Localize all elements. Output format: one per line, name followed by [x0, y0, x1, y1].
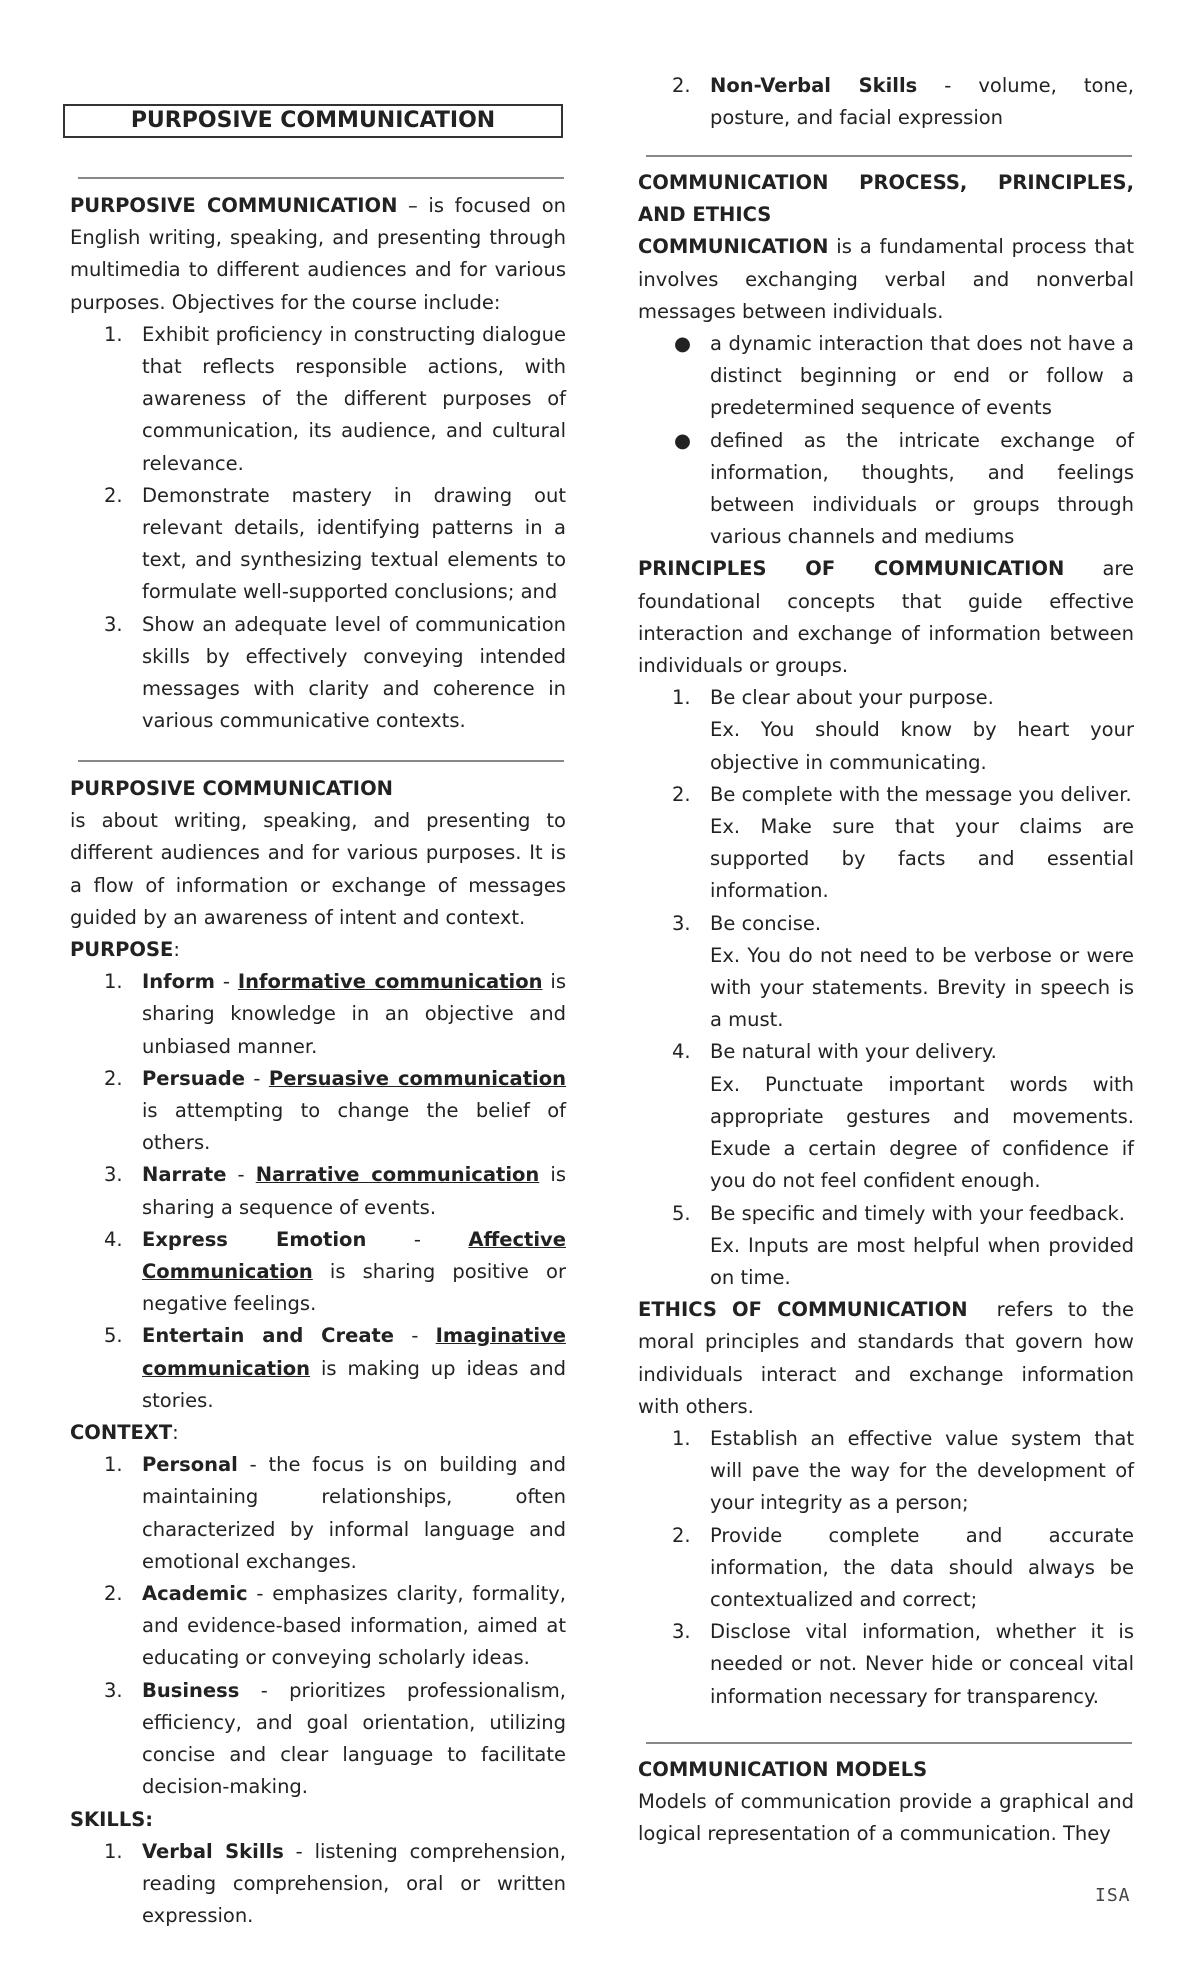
page-title: PURPOSIVE COMMUNICATION — [63, 104, 563, 138]
list-item — [70, 1159, 566, 1223]
separator: - — [244, 1066, 269, 1090]
principle-example: Ex. You do not need to be verbose or were with your statements. Brevity in speech is a must. — [710, 943, 1134, 1032]
communication-term: COMMUNICATION — [638, 235, 829, 259]
principles-list — [638, 682, 1134, 1294]
list-item — [638, 1423, 1134, 1520]
purpose-type: Informative communication — [237, 970, 543, 994]
list-item — [70, 1836, 566, 1933]
purpose-desc: is sharing a sequence of events. — [142, 1163, 566, 1219]
list-item — [638, 425, 1134, 554]
skill-desc: - volume, tone, posture, and facial expression — [710, 74, 1134, 130]
communication-text: is a fundamental process that involves exchanging verbal and nonverbal messages between individuals. — [638, 235, 1134, 323]
purpose-list — [70, 966, 566, 1417]
purpose-name: Narrate — [142, 1163, 227, 1187]
divider — [78, 760, 564, 762]
list-item — [70, 609, 566, 738]
intro-paragraph — [70, 190, 566, 319]
list-number: 1. — [672, 1426, 691, 1450]
list-number: 3. — [672, 1620, 691, 1644]
divider — [646, 1742, 1132, 1744]
process-section — [638, 167, 1141, 1713]
skills-continued — [638, 70, 1134, 134]
list-number: 2. — [672, 782, 691, 806]
list-item — [70, 1578, 566, 1675]
context-label — [70, 1417, 566, 1449]
context-desc: - emphasizes clarity, formality, and evidence-based information, aimed at educating or conveying scholarly ideas. — [142, 1582, 566, 1670]
skill-name: Non-Verbal Skills — [710, 74, 918, 97]
communication-bullets — [638, 328, 1134, 553]
list-item — [638, 1198, 1134, 1295]
purpose-desc: is sharing positive or negative feelings. — [142, 1260, 566, 1316]
principle-example: Ex. You should know by heart your objective in communicating. — [710, 718, 1134, 774]
intro-term: PURPOSIVE COMMUNICATION — [70, 194, 398, 217]
list-number: 1. — [672, 686, 691, 710]
list-number: 1. — [104, 970, 123, 994]
skills-list — [70, 1836, 566, 1933]
list-number: 1. — [104, 1453, 123, 1477]
purposive-communication-section — [70, 773, 566, 1932]
list-text: Disclose vital information, whether it is needed or not. Never hide or conceal vital information necessary for transparency. — [710, 1620, 1134, 1708]
list-number: 3. — [672, 911, 691, 935]
list-number: 2. — [104, 1582, 123, 1606]
objectives-list — [70, 319, 566, 738]
list-number: 5. — [104, 1324, 123, 1348]
section-paragraph: is about writing, speaking, and presenting to different audiences and for various purposes. It is a flow of information or exchange of messages guided by an awareness of intent and context. — [70, 809, 566, 929]
purpose-desc: is sharing knowledge in an objective and unbiased manner. — [142, 970, 567, 1058]
purpose-type: Narrative communication — [255, 1163, 540, 1187]
purpose-type: Affective Communication — [142, 1227, 566, 1284]
list-item — [638, 328, 1134, 425]
context-name: Personal — [142, 1453, 238, 1477]
separator: - — [366, 1227, 469, 1251]
models-paragraph: Models of communication provide a graphical and logical representation of a communication. They — [638, 1790, 1134, 1846]
purpose-name: Express Emotion — [142, 1227, 367, 1251]
skill-desc: - listening comprehension, reading comprehension, oral or written expression. — [142, 1839, 566, 1928]
purpose-type: Imaginative communication — [142, 1324, 566, 1380]
skills-list-continued — [638, 70, 1134, 134]
list-item — [70, 1320, 566, 1417]
list-number: 3. — [104, 612, 123, 636]
list-text: Demonstrate mastery in drawing out relevant details, identifying patterns in a text, and synthesizing textual elements to formulate well-supported conclusions; and — [142, 483, 566, 604]
list-item — [70, 966, 566, 1063]
purpose-desc: is attempting to change the belief of others. — [142, 1099, 566, 1155]
intro-block — [70, 190, 566, 737]
bullet-icon: ● — [674, 428, 692, 452]
separator: - — [214, 970, 238, 994]
list-item — [638, 779, 1134, 908]
skill-name: Verbal Skills — [142, 1839, 284, 1863]
principle-example: Ex. Inputs are most helpful when provided on time. — [710, 1233, 1134, 1289]
list-number: 2. — [104, 483, 123, 507]
list-text: Exhibit proficiency in constructing dialogue that reflects responsible actions, with awareness of the different purposes of communication, its audience, and cultural relevance. — [142, 322, 566, 475]
purpose-type: Persuasive communication — [268, 1066, 566, 1090]
list-item — [70, 1449, 566, 1578]
skills-label: SKILLS: — [70, 1807, 154, 1831]
purpose-name: Entertain and Create — [142, 1324, 395, 1348]
list-item — [638, 682, 1134, 779]
context-colon: : — [172, 1421, 179, 1445]
purpose-desc: is making up ideas and stories. — [142, 1356, 566, 1412]
list-number: 5. — [672, 1201, 691, 1225]
context-name: Academic — [142, 1582, 248, 1606]
purpose-colon: : — [173, 938, 180, 962]
principles-text: are foundational concepts that guide effective interaction and exchange of information between individuals or groups. — [638, 557, 1134, 678]
list-number: 2. — [104, 1066, 123, 1090]
separator: - — [226, 1163, 256, 1187]
list-item — [70, 319, 566, 480]
principle-text: Be natural with your delivery. — [710, 1040, 997, 1064]
context-name: Business — [142, 1678, 240, 1702]
principle-example: Ex. Make sure that your claims are supported by facts and essential information. — [710, 815, 1134, 903]
divider — [646, 155, 1132, 157]
ethics-text: refers to the moral principles and standards that govern how individuals interact and exchange information with others. — [638, 1298, 1141, 1418]
footer-initials: ISA — [1095, 1885, 1131, 1906]
list-text: Provide complete and accurate information, the data should always be contextualized and correct; — [710, 1523, 1134, 1611]
context-desc: - prioritizes professionalism, efficiency, and goal orientation, utilizing concise and clear language to facilitate decision-making. — [142, 1678, 566, 1799]
list-item — [638, 70, 1134, 134]
communication-definition — [638, 231, 1134, 328]
principles-term: PRINCIPLES OF COMMUNICATION — [638, 557, 1065, 581]
list-item — [70, 1224, 566, 1321]
purpose-label — [70, 934, 566, 966]
ethics-list — [638, 1423, 1134, 1713]
section-heading: COMMUNICATION MODELS — [638, 1758, 928, 1781]
list-number: 3. — [104, 1678, 123, 1702]
list-text: defined as the intricate exchange of information, thoughts, and feelings between individuals or groups through various channels and mediums — [710, 428, 1134, 549]
ethics-term: ETHICS OF COMMUNICATION — [638, 1298, 968, 1322]
purpose-name: Inform — [142, 970, 215, 994]
list-number: 2. — [672, 74, 691, 97]
divider — [78, 177, 564, 179]
separator: - — [394, 1324, 436, 1348]
list-item — [638, 908, 1134, 1037]
principle-text: Be complete with the message you deliver. — [710, 782, 1132, 806]
list-item — [638, 1616, 1134, 1713]
context-label-text: CONTEXT — [70, 1421, 173, 1445]
list-number: 2. — [672, 1523, 691, 1547]
section-heading: COMMUNICATION PROCESS, PRINCIPLES, AND ETHICS — [638, 171, 1134, 227]
principle-text: Be clear about your purpose. — [710, 686, 994, 710]
bullet-icon: ● — [674, 332, 692, 356]
models-section — [638, 1754, 1134, 1851]
list-number: 1. — [104, 322, 123, 346]
principle-text: Be concise. — [710, 911, 822, 935]
context-desc: - the focus is on building and maintaining relationships, often characterized by informal language and emotional exchanges. — [142, 1453, 566, 1573]
list-item — [70, 1063, 566, 1160]
purpose-name: Persuade — [142, 1066, 245, 1090]
list-text: Show an adequate level of communication skills by effectively conveying intended messages with clarity and coherence in various communicative contexts. — [142, 612, 566, 733]
list-text: Establish an effective value system that will pave the way for the development of your integrity as a person; — [710, 1426, 1134, 1515]
list-number: 4. — [104, 1227, 123, 1251]
principle-text: Be specific and timely with your feedback. — [710, 1201, 1125, 1225]
list-item — [70, 480, 566, 609]
list-text: a dynamic interaction that does not have a distinct beginning or end or follow a predetermined sequence of events — [710, 332, 1134, 420]
context-list — [70, 1449, 566, 1803]
list-item — [638, 1520, 1134, 1617]
intro-text: – is focused on English writing, speaking, and presenting through multimedia to different audiences and for various purposes. Objectives for the course include: — [70, 194, 566, 314]
list-number: 1. — [104, 1839, 123, 1863]
principle-example: Ex. Punctuate important words with appropriate gestures and movements. Exude a certain degree of confidence if you do not feel confident enough. — [710, 1072, 1134, 1193]
purpose-label-text: PURPOSE — [70, 938, 174, 962]
list-number: 3. — [104, 1163, 123, 1187]
ethics-definition — [638, 1294, 1141, 1423]
list-number: 4. — [672, 1040, 691, 1064]
list-item — [70, 1675, 566, 1804]
list-item — [638, 1036, 1134, 1197]
section-heading: PURPOSIVE COMMUNICATION — [70, 777, 393, 800]
principles-definition — [638, 553, 1134, 682]
